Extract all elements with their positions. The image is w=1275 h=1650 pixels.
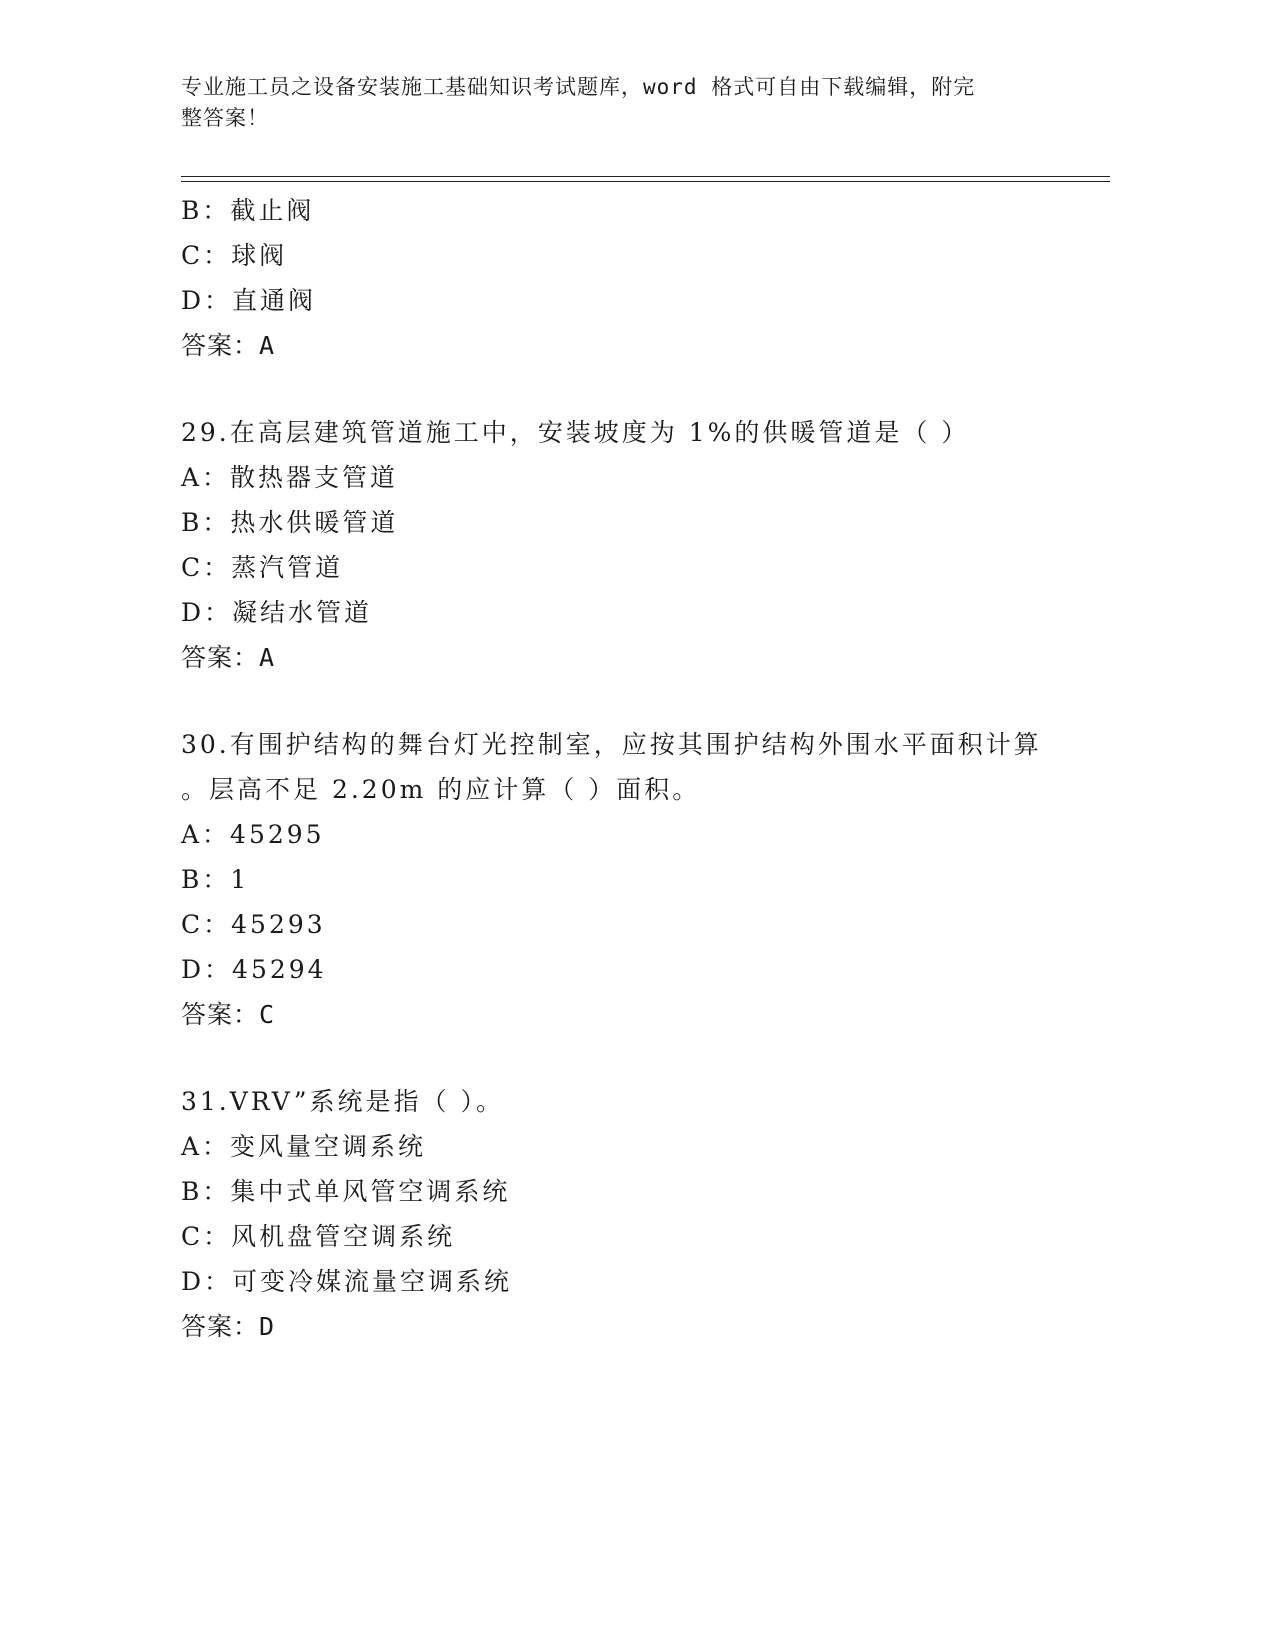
option-c: C：45293 xyxy=(181,910,326,939)
option-a: A：45295 xyxy=(181,820,325,849)
question-text-line-2: 。层高不足 2.20m 的应计算（ ）面积。 xyxy=(181,775,701,804)
header-line-2: 整答案！ xyxy=(181,106,269,130)
spacer xyxy=(181,368,1110,410)
option-a: A：散热器支管道 xyxy=(181,463,399,492)
option-b: B：截止阀 xyxy=(181,196,315,225)
option-b: B：热水供暖管道 xyxy=(181,508,399,537)
document-header xyxy=(181,72,1041,134)
question-block-29 xyxy=(181,410,1110,680)
question-text-line-1: 30.有围护结构的舞台灯光控制室，应按其围护结构外围水平面积计算 xyxy=(181,730,1042,759)
option-c: C：蒸汽管道 xyxy=(181,553,344,582)
answer-label: 答案：A xyxy=(181,643,276,672)
answer-label: 答案：C xyxy=(181,1000,276,1029)
option-b: B：1 xyxy=(181,865,250,894)
answer-label: 答案：A xyxy=(181,331,276,360)
question-text: 29.在高层建筑管道施工中，安装坡度为 1%的供暖管道是（ ） xyxy=(181,418,970,447)
option-c: C：球阀 xyxy=(181,241,288,270)
option-c: C：风机盘管空调系统 xyxy=(181,1222,456,1251)
header-line-1: 专业施工员之设备安装施工基础知识考试题库，word 格式可自由下载编辑，附完 xyxy=(181,75,976,99)
question-block-30 xyxy=(181,722,1110,1037)
option-d: D：凝结水管道 xyxy=(181,598,373,627)
question-block-31 xyxy=(181,1079,1110,1349)
answer-label: 答案：D xyxy=(181,1312,276,1341)
option-d: D：直通阀 xyxy=(181,286,317,315)
spacer xyxy=(181,680,1110,722)
header-divider-top xyxy=(181,176,1110,177)
option-d: D：可变冷媒流量空调系统 xyxy=(181,1267,513,1296)
header-divider-bottom xyxy=(181,181,1110,182)
question-text: 31.VRV”系统是指（ ）。 xyxy=(181,1087,504,1116)
question-block-28 xyxy=(181,188,1110,368)
spacer xyxy=(181,1037,1110,1079)
question-list xyxy=(181,188,1110,1349)
option-d: D：45294 xyxy=(181,955,327,984)
option-a: A：变风量空调系统 xyxy=(181,1132,427,1161)
option-b: B：集中式单风管空调系统 xyxy=(181,1177,511,1206)
